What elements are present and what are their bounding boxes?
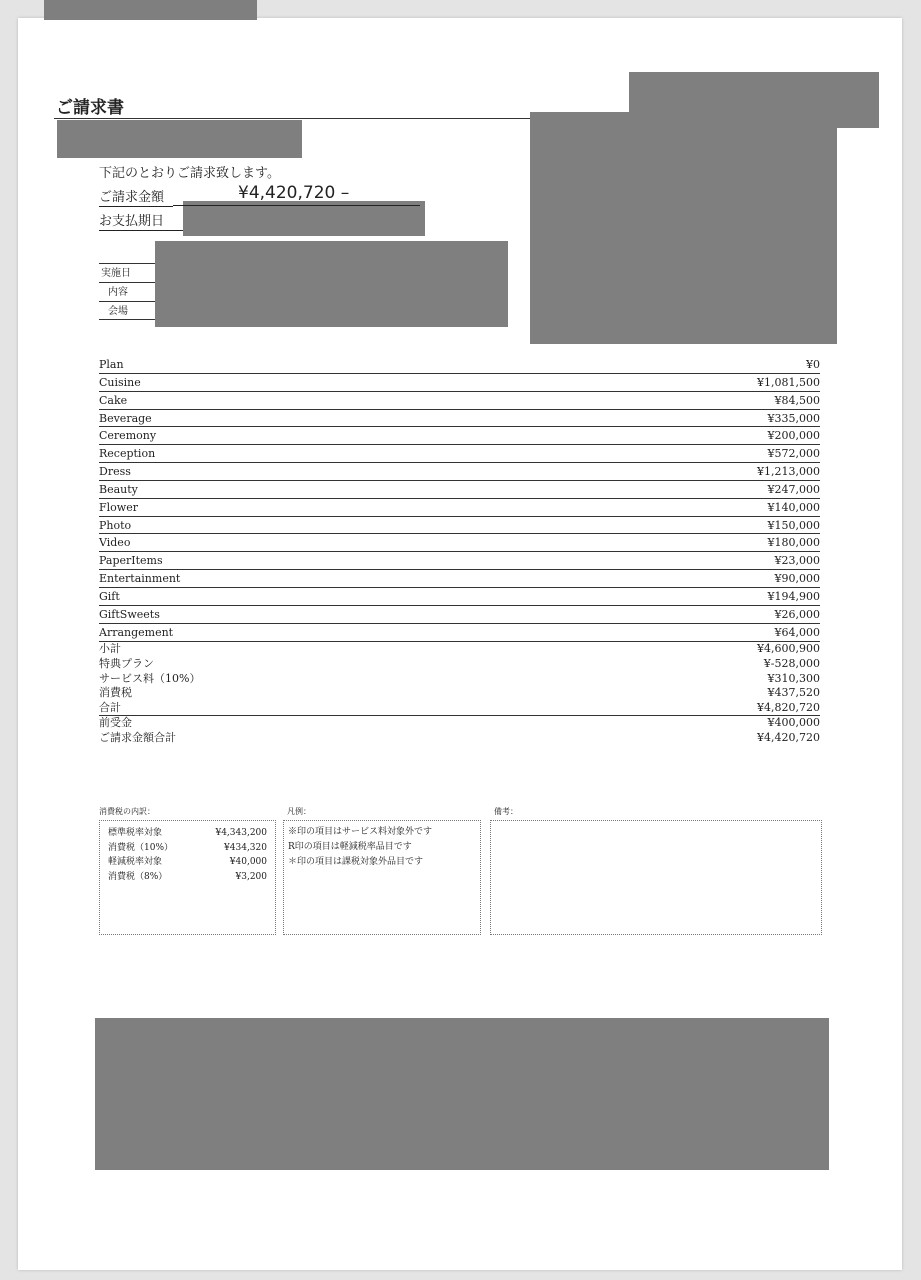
redaction-event-details bbox=[155, 241, 508, 327]
remarks-box bbox=[490, 820, 822, 935]
line-item-label: Arrangement bbox=[99, 625, 174, 639]
tax-row: 軽減税率対象 ¥40,000 bbox=[108, 857, 267, 867]
redaction-recipient bbox=[57, 120, 302, 158]
line-item bbox=[99, 445, 820, 463]
amount-underline bbox=[173, 205, 420, 206]
amount-label: ご請求金額 bbox=[99, 186, 173, 207]
line-item-amount: ¥200,000 bbox=[767, 429, 820, 443]
line-item bbox=[99, 606, 820, 624]
amount-value: ¥4,420,720 – bbox=[238, 183, 350, 203]
redaction-top-left bbox=[44, 0, 257, 20]
summary-row bbox=[99, 642, 820, 657]
line-item-amount: ¥140,000 bbox=[767, 500, 820, 514]
line-item-label: Plan bbox=[99, 358, 124, 371]
line-item bbox=[99, 624, 820, 642]
summary-row-amount: ¥4,820,720 bbox=[757, 701, 820, 715]
line-item-label: Photo bbox=[99, 518, 132, 532]
line-item-label: Dress bbox=[99, 465, 131, 479]
due-date-label: お支払期日 bbox=[99, 210, 183, 231]
line-item bbox=[99, 481, 820, 499]
line-item bbox=[99, 570, 820, 588]
line-item-label: Beverage bbox=[99, 411, 152, 425]
redaction-footer bbox=[95, 1018, 829, 1170]
line-item-amount: ¥247,000 bbox=[767, 482, 820, 496]
summary-row-label: ご請求金額合計 bbox=[99, 730, 176, 744]
intro-text: 下記のとおりご請求致します。 bbox=[99, 166, 280, 181]
line-item-amount: ¥335,000 bbox=[767, 411, 820, 425]
line-item-label: Entertainment bbox=[99, 572, 181, 586]
line-item-amount: ¥194,900 bbox=[767, 589, 820, 603]
line-items-table bbox=[99, 356, 820, 642]
summary-row-label: 前受金 bbox=[99, 715, 132, 729]
legend-line: R印の項目は軽減税率品目です bbox=[288, 842, 412, 852]
summary-table bbox=[99, 642, 820, 746]
line-item-amount: ¥0 bbox=[806, 358, 820, 371]
line-item-amount: ¥180,000 bbox=[767, 536, 820, 550]
line-item-label: Flower bbox=[99, 500, 138, 514]
line-item-amount: ¥64,000 bbox=[774, 625, 820, 639]
tax-breakdown-label: 消費税の内訳： bbox=[99, 807, 155, 816]
line-item-amount: ¥26,000 bbox=[774, 607, 820, 621]
line-item-label: Cuisine bbox=[99, 375, 141, 389]
detail-venue-label: 会場 bbox=[99, 301, 155, 320]
tax-row: 標準税率対象 ¥4,343,200 bbox=[108, 828, 267, 838]
tax-row: 消費税（10%） ¥434,320 bbox=[108, 842, 267, 853]
line-item bbox=[99, 427, 820, 445]
line-item-amount: ¥84,500 bbox=[774, 393, 820, 407]
summary-row bbox=[99, 716, 820, 731]
remarks-label: 備考： bbox=[494, 807, 518, 816]
summary-row bbox=[99, 731, 820, 746]
title-divider bbox=[54, 118, 530, 119]
line-item-label: Cake bbox=[99, 393, 128, 407]
redaction-due-date bbox=[183, 201, 425, 236]
document-title: ご請求書 bbox=[56, 98, 124, 118]
detail-content-label: 内容 bbox=[99, 282, 155, 301]
line-item bbox=[99, 552, 820, 570]
line-item-label: Beauty bbox=[99, 482, 138, 496]
line-item-amount: ¥572,000 bbox=[767, 447, 820, 461]
line-item-label: Ceremony bbox=[99, 429, 157, 443]
summary-row bbox=[99, 657, 820, 672]
summary-row-label: 小計 bbox=[99, 642, 121, 655]
line-item bbox=[99, 499, 820, 517]
summary-row-label: 合計 bbox=[99, 701, 121, 715]
summary-row bbox=[99, 686, 820, 701]
tax-breakdown-box bbox=[99, 820, 276, 935]
summary-row-amount: ¥437,520 bbox=[767, 686, 820, 700]
line-item bbox=[99, 374, 820, 392]
line-item bbox=[99, 534, 820, 552]
line-item bbox=[99, 410, 820, 428]
summary-row-amount: ¥4,600,900 bbox=[757, 642, 820, 655]
line-item bbox=[99, 392, 820, 410]
redaction-issuer-block bbox=[530, 112, 837, 344]
legend-label: 凡例： bbox=[287, 807, 311, 816]
line-item-amount: ¥90,000 bbox=[774, 572, 820, 586]
line-item-amount: ¥150,000 bbox=[767, 518, 820, 532]
summary-row-label: 消費税 bbox=[99, 686, 132, 700]
line-item bbox=[99, 356, 820, 374]
summary-row-amount: ¥400,000 bbox=[767, 715, 820, 729]
tax-row: 消費税（8%） ¥3,200 bbox=[108, 871, 267, 882]
summary-row-amount: ¥-528,000 bbox=[763, 656, 820, 670]
line-item-label: Reception bbox=[99, 447, 156, 461]
summary-row bbox=[99, 672, 820, 687]
line-item-label: Gift bbox=[99, 589, 120, 603]
line-item bbox=[99, 517, 820, 535]
summary-row-amount: ¥4,420,720 bbox=[757, 730, 820, 744]
line-item-label: PaperItems bbox=[99, 554, 163, 568]
line-item-amount: ¥23,000 bbox=[774, 554, 820, 568]
summary-row-label: サービス料（10%） bbox=[99, 671, 201, 685]
line-item-amount: ¥1,213,000 bbox=[757, 465, 820, 479]
summary-row-label: 特典プラン bbox=[99, 656, 154, 670]
summary-row-amount: ¥310,300 bbox=[767, 671, 820, 685]
summary-row bbox=[99, 701, 820, 716]
line-item bbox=[99, 463, 820, 481]
event-detail-labels bbox=[99, 263, 155, 320]
line-item-label: Video bbox=[99, 536, 131, 550]
legend-box bbox=[283, 820, 481, 935]
detail-date-label: 実施日 bbox=[99, 263, 155, 282]
line-item-amount: ¥1,081,500 bbox=[757, 375, 820, 389]
legend-line: ＊印の項目は課税対象外品目です bbox=[288, 857, 424, 867]
line-item-label: GiftSweets bbox=[99, 607, 160, 621]
legend-line: ※印の項目はサービス料対象外です bbox=[288, 827, 433, 837]
line-item bbox=[99, 588, 820, 606]
